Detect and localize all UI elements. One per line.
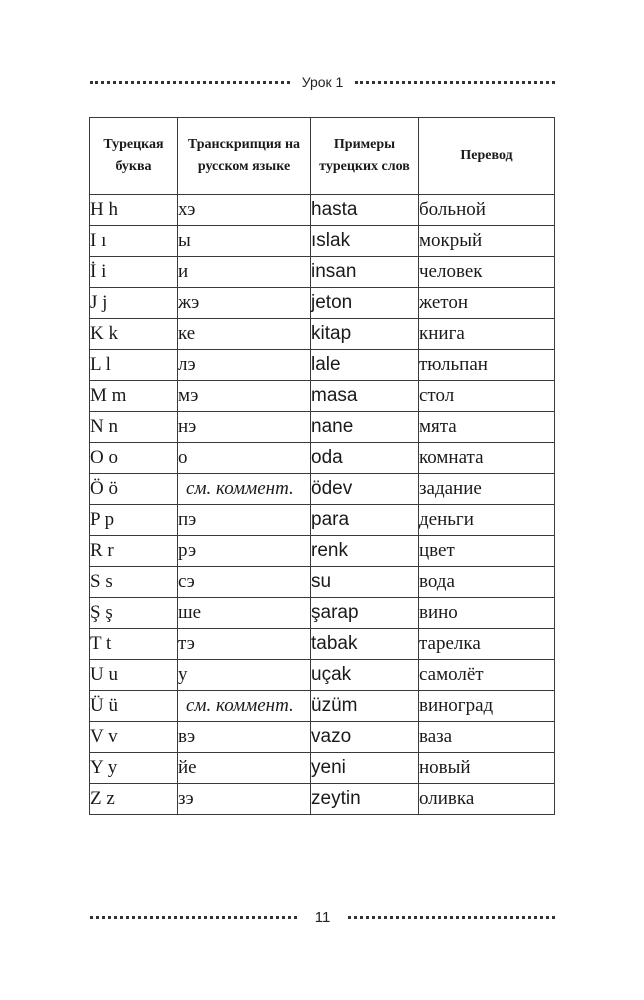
transcription-cell: йе <box>178 753 311 784</box>
lesson-title: Урок 1 <box>301 74 344 90</box>
transcription-cell: ке <box>178 319 311 350</box>
column-header-transcription: Транскрипция на русском языке <box>178 118 311 195</box>
table-row <box>90 350 555 381</box>
translation-cell: книга <box>419 319 555 350</box>
table-row <box>90 660 555 691</box>
letter-cell: H h <box>90 195 178 226</box>
letter-cell: O o <box>90 443 178 474</box>
example-word-cell: kitap <box>311 319 419 350</box>
table-row <box>90 381 555 412</box>
table-row <box>90 505 555 536</box>
translation-cell: тюльпан <box>419 350 555 381</box>
example-word-cell: ödev <box>311 474 419 505</box>
translation-cell: цвет <box>419 536 555 567</box>
transcription-cell: рэ <box>178 536 311 567</box>
header-dots-right <box>355 81 555 84</box>
transcription-cell: о <box>178 443 311 474</box>
letter-cell: T t <box>90 629 178 660</box>
letter-cell: L l <box>90 350 178 381</box>
example-word-cell: yeni <box>311 753 419 784</box>
transcription-cell: и <box>178 257 311 288</box>
table-row <box>90 474 555 505</box>
header-dots-left <box>90 81 290 84</box>
transcription-cell: зэ <box>178 784 311 815</box>
translation-cell: вино <box>419 598 555 629</box>
example-word-cell: su <box>311 567 419 598</box>
translation-cell: тарелка <box>419 629 555 660</box>
transcription-cell: мэ <box>178 381 311 412</box>
translation-cell: вода <box>419 567 555 598</box>
example-word-cell: hasta <box>311 195 419 226</box>
letter-cell: V v <box>90 722 178 753</box>
footer-dots-left <box>90 916 297 919</box>
example-word-cell: para <box>311 505 419 536</box>
example-word-cell: şarap <box>311 598 419 629</box>
letter-cell: Y y <box>90 753 178 784</box>
example-word-cell: vazo <box>311 722 419 753</box>
table-row <box>90 691 555 722</box>
table-row <box>90 288 555 319</box>
example-word-cell: renk <box>311 536 419 567</box>
translation-cell: деньги <box>419 505 555 536</box>
translation-cell: больной <box>419 195 555 226</box>
example-word-cell: masa <box>311 381 419 412</box>
translation-cell: стол <box>419 381 555 412</box>
translation-cell: комната <box>419 443 555 474</box>
letter-cell: K k <box>90 319 178 350</box>
column-header-examples: Примеры турецких слов <box>311 118 419 195</box>
transcription-cell: у <box>178 660 311 691</box>
letter-cell: Z z <box>90 784 178 815</box>
alphabet-table <box>89 117 555 815</box>
example-word-cell: uçak <box>311 660 419 691</box>
transcription-cell: нэ <box>178 412 311 443</box>
page-number: 11 <box>314 908 331 926</box>
transcription-cell: пэ <box>178 505 311 536</box>
table-row <box>90 598 555 629</box>
table-row <box>90 319 555 350</box>
letter-cell: M m <box>90 381 178 412</box>
example-word-cell: insan <box>311 257 419 288</box>
letter-cell: Ş ş <box>90 598 178 629</box>
table-row <box>90 257 555 288</box>
transcription-cell: ы <box>178 226 311 257</box>
translation-cell: мята <box>419 412 555 443</box>
example-word-cell: oda <box>311 443 419 474</box>
letter-cell: İ i <box>90 257 178 288</box>
table-row <box>90 753 555 784</box>
example-word-cell: jeton <box>311 288 419 319</box>
table-row <box>90 567 555 598</box>
transcription-cell: хэ <box>178 195 311 226</box>
transcription-cell: вэ <box>178 722 311 753</box>
letter-cell: U u <box>90 660 178 691</box>
column-header-translation: Перевод <box>419 118 555 195</box>
translation-cell: человек <box>419 257 555 288</box>
table-row <box>90 722 555 753</box>
translation-cell: виноград <box>419 691 555 722</box>
table-row <box>90 195 555 226</box>
example-word-cell: ıslak <box>311 226 419 257</box>
table-body <box>90 195 555 815</box>
running-footer <box>90 905 555 929</box>
transcription-cell: жэ <box>178 288 311 319</box>
table-row <box>90 784 555 815</box>
letter-cell: Ö ö <box>90 474 178 505</box>
footer-dots-right <box>348 916 555 919</box>
letter-cell: S s <box>90 567 178 598</box>
letter-cell: P p <box>90 505 178 536</box>
transcription-cell: см. коммент. <box>178 691 311 722</box>
running-header <box>90 70 555 94</box>
translation-cell: ваза <box>419 722 555 753</box>
table-row <box>90 443 555 474</box>
example-word-cell: zeytin <box>311 784 419 815</box>
table-row <box>90 536 555 567</box>
letter-cell: R r <box>90 536 178 567</box>
table-header-row <box>90 118 555 195</box>
column-header-letter: Турецкая буква <box>90 118 178 195</box>
example-word-cell: lale <box>311 350 419 381</box>
translation-cell: мокрый <box>419 226 555 257</box>
letter-cell: I ı <box>90 226 178 257</box>
letter-cell: J j <box>90 288 178 319</box>
translation-cell: новый <box>419 753 555 784</box>
table-row <box>90 629 555 660</box>
translation-cell: оливка <box>419 784 555 815</box>
letter-cell: N n <box>90 412 178 443</box>
translation-cell: жетон <box>419 288 555 319</box>
example-word-cell: tabak <box>311 629 419 660</box>
transcription-cell: сэ <box>178 567 311 598</box>
table-row <box>90 226 555 257</box>
example-word-cell: üzüm <box>311 691 419 722</box>
transcription-cell: ше <box>178 598 311 629</box>
transcription-cell: лэ <box>178 350 311 381</box>
transcription-cell: тэ <box>178 629 311 660</box>
example-word-cell: nane <box>311 412 419 443</box>
table-row <box>90 412 555 443</box>
letter-cell: Ü ü <box>90 691 178 722</box>
translation-cell: задание <box>419 474 555 505</box>
translation-cell: самолёт <box>419 660 555 691</box>
transcription-cell: см. коммент. <box>178 474 311 505</box>
